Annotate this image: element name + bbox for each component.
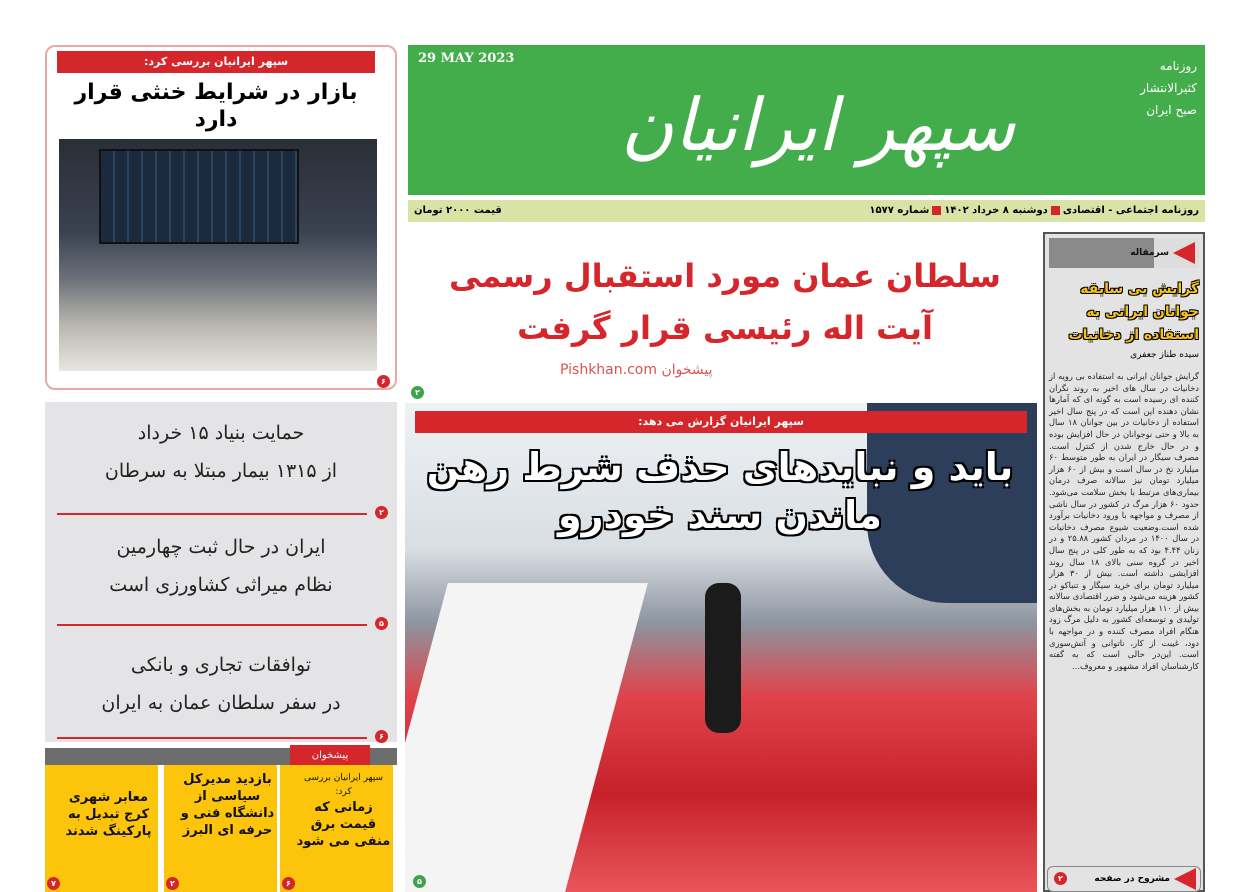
box-headline: بازدید مدیرکل سیاسی از دانشگاه فنی و حرفه ای البرز bbox=[180, 772, 275, 838]
issue-info bbox=[869, 200, 1199, 222]
side-item-line: ایران در حال ثبت چهارمین bbox=[116, 536, 326, 558]
triangle-icon bbox=[1173, 242, 1195, 264]
page-badge: ۲ bbox=[1054, 872, 1067, 885]
page-badge: ۷ bbox=[47, 877, 60, 890]
editorial-author: سیده طناز جعفری bbox=[1130, 350, 1199, 360]
page-badge: ۲ bbox=[375, 506, 388, 519]
divider bbox=[57, 624, 367, 626]
masthead bbox=[408, 45, 1205, 195]
page-badge: ۲ bbox=[166, 877, 179, 890]
headline-line: آیت اله رئیسی قرار گرفت bbox=[517, 309, 933, 347]
side-item-line: حمایت بنیاد ۱۵ خرداد bbox=[137, 422, 305, 444]
watermark-en: Pishkhan.com bbox=[560, 362, 657, 378]
editorial-body: گرایش جوانان ایرانی به استفاده بی رویه از دخانیات در سال های اخیر به روند نگران کننده ای رسیده است به گونه ای که آمارها نشان دهنده این است که در پنج سال اخیر استفاده از دخانیات در بین جوانان ۱۸ سال به بالا و حتی نوجوانان در حال افزایش بوده و در حال خارج شدن از کنترل است. مصرف سیگار در ایران به طور متوسط ۶۰ میلیارد نخ در سال است و بیش از ۶۰ هزار میلیارد تومان نیز سالانه صرف درمان بیماری‌های مرتبط با بخش سلامت می‌شود. حدود ۶۰ هزار مرگ در کشور در سال ناشی از مصرف و مواجهه با ورود دخانیات برآورد شده است.وضعیت شیوع مصرف دخانیات در سال ۱۴۰۰ در مردان کشور ۲۵.۸۸ و در زنان ۴.۴۴ بود که به طور کلی در پنج سال اخیر در گروه سنی بالای ۱۸ سال روند افزایشی داشته است. بیش از ۳۰ هزار میلیارد تومان برای خرید سیگار و تنباکو در کشور هزینه می‌شود و ضرر اقتصادی سالانه بیش از ۱۱۰ هزار میلیارد تومان به بخش‌های تولیدی و توسعه‌ای کشور به دلیل مرگ زود هنگام افراد مصرف کننده و در مواجهه با دود، غیبت از کار، ناتوانی و آتش‌سوزی است. این‌در حالی است که به گفته کارشناسان افراد مشهور و معروف... bbox=[1049, 371, 1200, 671]
car-keys-photo-story[interactable] bbox=[405, 403, 1037, 892]
box-headline: معابر شهری کرج تبدیل به پارکینگ شدند bbox=[65, 790, 152, 839]
box-headline: زمانی که قیمت برق منفی می شود bbox=[296, 800, 391, 849]
page-badge: ۶ bbox=[377, 375, 390, 388]
page-badge: ۲ bbox=[411, 386, 424, 399]
watermark bbox=[560, 362, 713, 378]
arm-sleeve bbox=[405, 583, 648, 892]
side-item-line: در سفر سلطان عمان به ایران bbox=[101, 692, 341, 714]
section-header bbox=[1049, 238, 1199, 268]
paper-type: روزنامه اجتماعی - اقتصادی bbox=[1062, 205, 1199, 216]
issue-strip bbox=[408, 200, 1205, 222]
tagline-line: کثیرالانتشار bbox=[1140, 81, 1197, 95]
continued-label: مشروح در صفحه bbox=[1094, 874, 1170, 884]
newspaper-logo: سپهر ایرانیان bbox=[620, 83, 1016, 167]
divider bbox=[57, 737, 367, 739]
stock-exchange-photo bbox=[59, 139, 377, 371]
tagline bbox=[1140, 55, 1197, 121]
headline-line: سلطان عمان مورد استقبال رسمی bbox=[448, 257, 1002, 295]
photo-headline: باید و نبایدهای حذف شرط رهن ماندن سند خودرو bbox=[426, 445, 1014, 537]
side-item-line: توافقات تجاری و بانکی bbox=[130, 654, 312, 676]
side-item[interactable] bbox=[55, 528, 387, 604]
side-news bbox=[45, 402, 397, 742]
story-kicker: سپهر ایرانیان بررسی کرد: bbox=[57, 51, 375, 73]
pishkhan-box[interactable] bbox=[164, 765, 277, 892]
side-item-line: از ۱۳۱۵ بیمار مبتلا به سرطان bbox=[104, 460, 338, 482]
page-badge: ۶ bbox=[282, 877, 295, 890]
top-left-story[interactable] bbox=[45, 45, 397, 390]
story-kicker: سپهر ایرانیان گزارش می دهد: bbox=[415, 411, 1027, 433]
editorial-title[interactable]: گرایش بی سابقه جوانان ایرانی به استفاده از دخانیات bbox=[1068, 281, 1199, 343]
triangle-icon bbox=[1174, 868, 1196, 890]
side-item[interactable] bbox=[55, 646, 387, 722]
issue-number: شماره ۱۵۷۷ bbox=[869, 205, 930, 216]
date-en: 29 MAY 2023 bbox=[418, 51, 515, 66]
price: قیمت ۲۰۰۰ تومان bbox=[414, 205, 502, 216]
pishkhan-box[interactable] bbox=[45, 765, 158, 892]
pishkhan-tab: پیشخوان bbox=[290, 745, 370, 767]
date-fa: دوشنبه ۸ خرداد ۱۴۰۲ bbox=[944, 205, 1048, 216]
divider bbox=[57, 513, 367, 515]
car-key-icon bbox=[705, 583, 741, 733]
tagline-line: روزنامه bbox=[1159, 59, 1197, 73]
box-kicker: سپهر ایرانیان بررسی کرد: bbox=[304, 773, 383, 797]
main-headline[interactable] bbox=[420, 250, 1030, 354]
continued-link[interactable] bbox=[1047, 866, 1201, 892]
watermark-fa: پیشخوان bbox=[661, 362, 713, 378]
page-badge: ۵ bbox=[375, 617, 388, 630]
page-badge: ۵ bbox=[413, 875, 426, 888]
side-item[interactable] bbox=[55, 414, 387, 490]
tagline-line: صبح ایران bbox=[1146, 103, 1197, 117]
pishkhan-box[interactable] bbox=[280, 765, 393, 892]
editorial-flow bbox=[1045, 234, 1203, 672]
ticker-board bbox=[99, 149, 299, 244]
editorial-column bbox=[1043, 232, 1205, 892]
story-headline: بازار در شرایط خنثی قرار دارد bbox=[74, 80, 358, 132]
page-badge: ۶ bbox=[375, 730, 388, 743]
section-label: سرمقاله bbox=[1130, 248, 1169, 258]
side-item-line: نظام میراثی کشاورزی است bbox=[109, 574, 333, 596]
